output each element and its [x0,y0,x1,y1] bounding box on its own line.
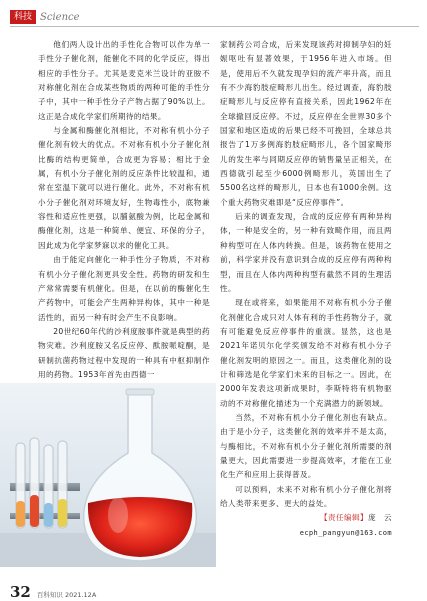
page-number: 32 [10,583,31,601]
paragraph: 与金属和酶催化剂相比，不对称有机小分子催化剂有较大的优点。不对称有机小分子催化剂比酶的结构更简单，合成更为容易；相比于金属，有机小分子催化剂的反应条件比较温和，通常在室温下就可以进行催化。此外，不对称有机小分子催化剂对环境友好，生物毒性小，底物兼容性和适应性更强，以脯氨酸为例，比起金属和酶催化剂，这是一种简单、便宜、环保的分子，因此成为化学家梦寐以求的催化工具。 [38,126,210,250]
editor-name: 庞 云 [368,513,392,523]
section-header [10,9,80,25]
publication-info: 百科知识 2021.12A [36,591,97,599]
paragraph: 当然，不对称有机小分子催化剂也有缺点。由于是小分子，这类催化剂的效率并不是太高，与酶相比，不对称有机小分子催化剂所需要的剂量更大，因此需要进一步提高效率，才能在工业化生产和应用上获得普及。 [220,412,392,480]
paragraph: 后来的调查发现，合成的反应停有两种异构体，一种是安全的，另一种有致畸作用，而且两种构型可在人体内转换。但是，该药物在使用之前，科学家并没有意识到合成的反应停有两种构型，而且在人体内两种构型有截然不同的生理活性。 [220,212,392,293]
paragraph: 现在或将来，如果能用不对称有机小分子催化剂催化合成只对人体有利的手性药物分子，就有可能避免反应停事件的重演。显然，这也是2021年诺贝尔化学奖颁发给不对称有机小分子催化剂发明的原因之一。而且，这类催化剂的设计和筛选是化学家们未来的目标之一。因此，在2000年发表这项新成果时，李斯特将有机物驱动的不对称催化描述为一个充满潜力的新领域。 [220,298,392,408]
article-column-right [220,38,392,540]
section-badge: 科技 [10,10,36,24]
editor-label: 【责任编辑】 [320,513,369,523]
paragraph: 20世纪60年代的沙利度胺事件就是典型的药物灾难。沙利度胺又名反应停、酞胺哌啶酮，是研制抗菌药物过程中发现的一种具有中枢抑制作用的药物。1953年首先由西德一 [38,326,211,379]
flask-illustration [0,383,216,567]
header-divider [10,26,419,27]
paragraph: 可以预料，未来不对称有机小分子催化剂将给人类带来更多、更大的益处。 [220,484,392,508]
paragraph: 家制药公司合成，后来发现该药对抑制孕妇的妊娠呕吐有显著效果，于1956年进入市场。但是，使用后不久就发现孕妇的流产率升高，而且有不少海豹肢症畸形儿出生。经过调查，海豹肢症畸形儿与反应停有直接关系，因此1962年在全球撤回反应停。不过，反应停在全世界30多个国家和地区造成的后果已经不可挽回，全球总共报告了1万多例海豹肢症畸形儿，各个国家畸形儿的发生率与同期反应停的销售量呈正相关，在西德就引起至少6000例畸形儿，英国出生了5500名这样的畸形儿，日本也有1000余例。这个重大药物灾难即是“反应停事件”。 [220,40,392,207]
article-column-left [38,38,210,382]
paragraph: 他们两人设计出的手性化合物可以作为单一手性分子催化剂，能催化不同的化学反应，得出相应的手性分子。尤其是麦克米兰设计的亚胺不对称催化剂在合成某些物质的两种可能的手性分子中，其中一种手性分子产物占据了90%以上。这正是合成化学家们所期待的结果。 [38,40,210,121]
paragraph: 由于能定向催化一种手性分子物质，不对称有机小分子催化剂更具安全性。药物的研发和生产常常需要有机催化。但是，在以前的酶催化生产药物中，可能会产生两种异构体，其中一种是活性的，而另一种有时会产生不良影响。 [38,255,210,322]
page-footer [10,583,96,601]
section-english-title: Science [40,11,80,23]
editor-credit [220,511,392,525]
lab-glassware-photo [0,383,216,567]
editor-email[interactable]: ecph_pangyun@163.com [299,528,392,537]
